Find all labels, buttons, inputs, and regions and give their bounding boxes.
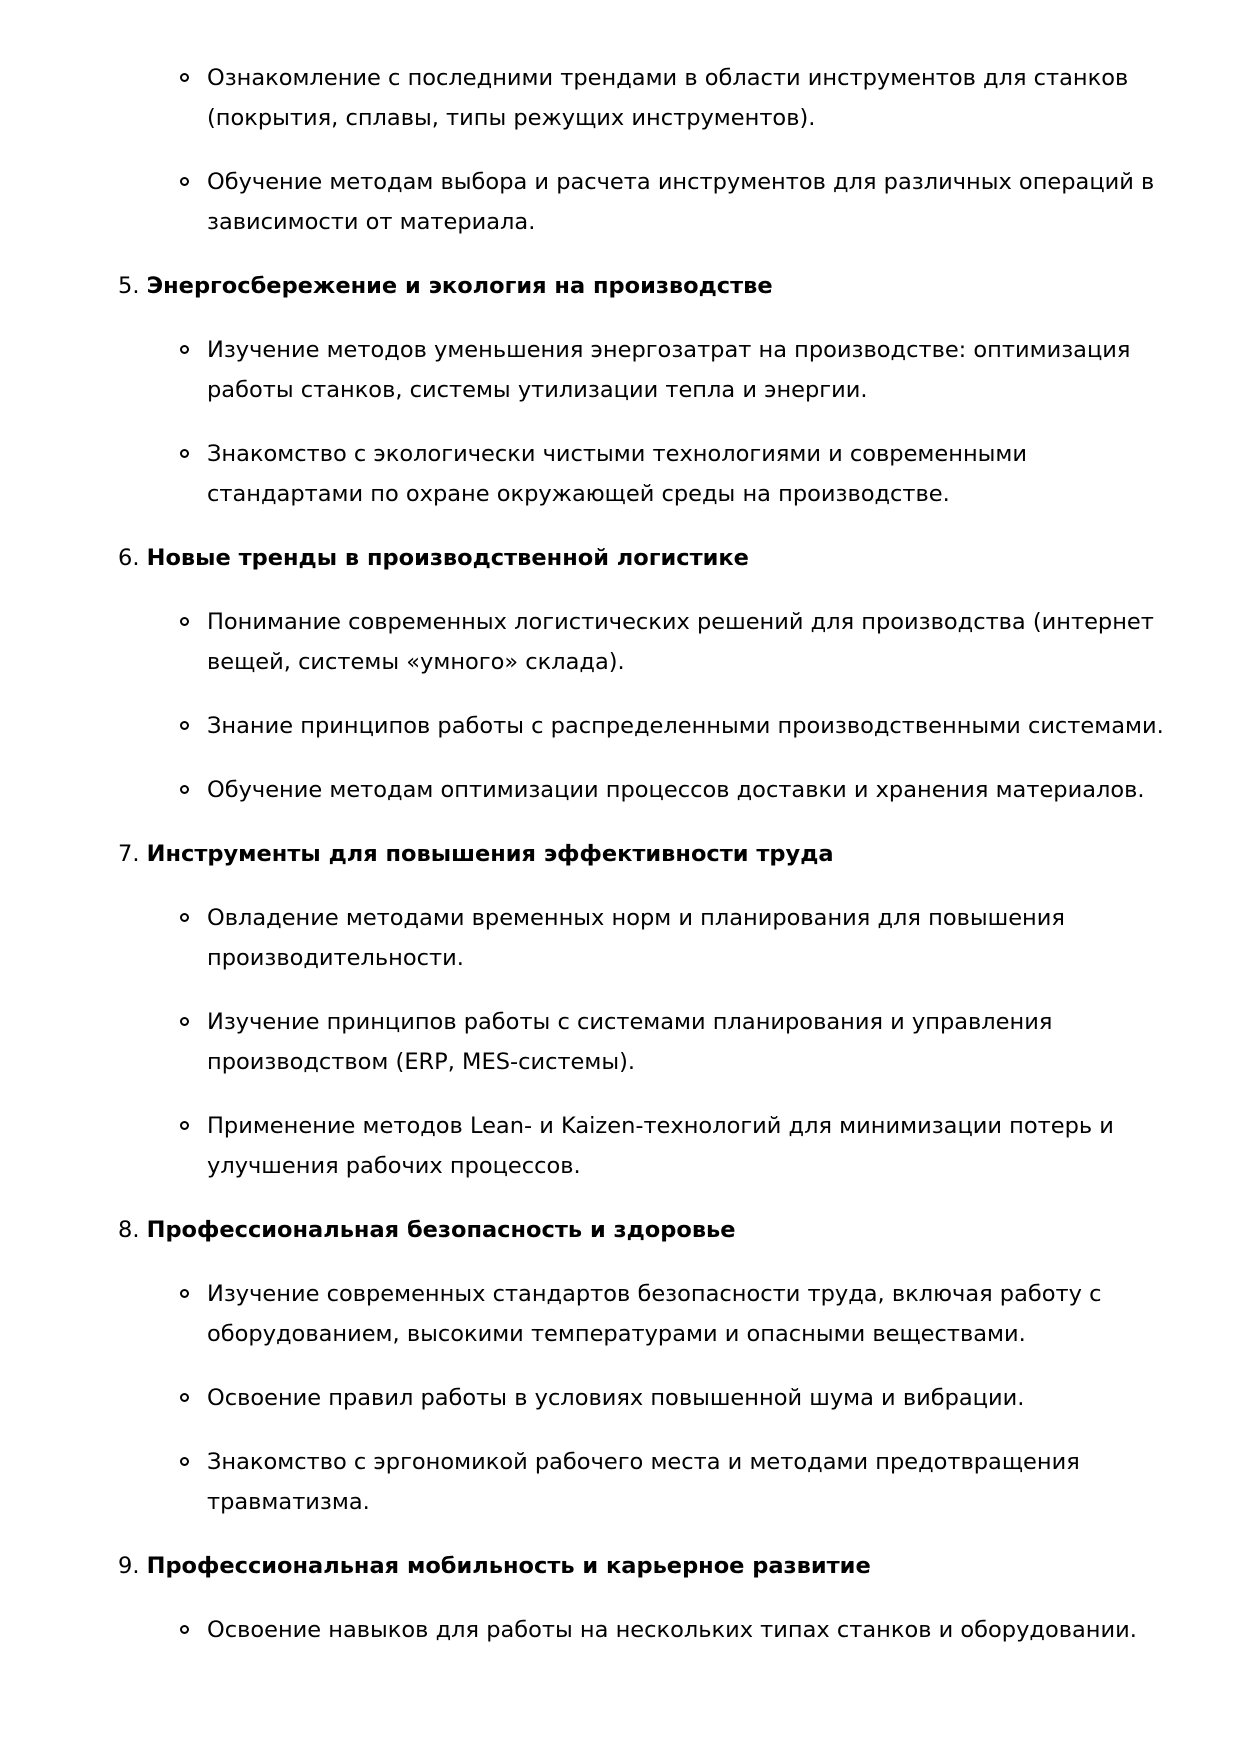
section-7-bullets — [0, 898, 1239, 1186]
section-number: 5. — [118, 273, 140, 299]
section-title: Профессиональная безопасность и здоровье — [146, 1217, 736, 1243]
list-item: Изучение принципов работы с системами планирования и управления производством (ERP, MES-системы). — [0, 1002, 1239, 1082]
section-heading-5 — [0, 266, 1239, 306]
section-title: Профессиональная мобильность и карьерное развитие — [146, 1553, 871, 1579]
section-9-bullets — [0, 1610, 1239, 1650]
section-8-bullets — [0, 1274, 1239, 1522]
list-item: Освоение навыков для работы на нескольких типах станков и оборудовании. — [0, 1610, 1239, 1650]
list-item: Освоение правил работы в условиях повышенной шума и вибрации. — [0, 1378, 1239, 1418]
section-number: 9. — [118, 1553, 140, 1579]
section-heading-7 — [0, 834, 1239, 874]
intro-bullet-list — [0, 58, 1239, 242]
section-title: Инструменты для повышения эффективности труда — [146, 841, 834, 867]
section-number: 6. — [118, 545, 140, 571]
document-content — [0, 58, 1239, 1674]
section-5-bullets — [0, 330, 1239, 514]
section-number: 7. — [118, 841, 140, 867]
section-heading-9 — [0, 1546, 1239, 1586]
list-item: Обучение методам оптимизации процессов доставки и хранения материалов. — [0, 770, 1239, 810]
list-item: Понимание современных логистических решений для производства (интернет вещей, системы «умного» склада). — [0, 602, 1239, 682]
list-item: Овладение методами временных норм и планирования для повышения производительности. — [0, 898, 1239, 978]
list-item: Изучение современных стандартов безопасности труда, включая работу с оборудованием, высокими температурами и опасными веществами. — [0, 1274, 1239, 1354]
list-item: Обучение методам выбора и расчета инструментов для различных операций в зависимости от материала. — [0, 162, 1239, 242]
section-6-bullets — [0, 602, 1239, 810]
section-heading-8 — [0, 1210, 1239, 1250]
list-item: Знакомство с экологически чистыми технологиями и современными стандартами по охране окружающей среды на производстве. — [0, 434, 1239, 514]
section-title: Новые тренды в производственной логистике — [146, 545, 749, 571]
list-item: Изучение методов уменьшения энергозатрат на производстве: оптимизация работы станков, системы утилизации тепла и энергии. — [0, 330, 1239, 410]
list-item: Применение методов Lean- и Kaizen-технологий для минимизации потерь и улучшения рабочих процессов. — [0, 1106, 1239, 1186]
list-item: Знание принципов работы с распределенными производственными системами. — [0, 706, 1239, 746]
list-item: Ознакомление с последними трендами в области инструментов для станков (покрытия, сплавы, типы режущих инструментов). — [0, 58, 1239, 138]
section-title: Энергосбережение и экология на производстве — [146, 273, 773, 299]
list-item: Знакомство с эргономикой рабочего места и методами предотвращения травматизма. — [0, 1442, 1239, 1522]
section-heading-6 — [0, 538, 1239, 578]
section-number: 8. — [118, 1217, 140, 1243]
